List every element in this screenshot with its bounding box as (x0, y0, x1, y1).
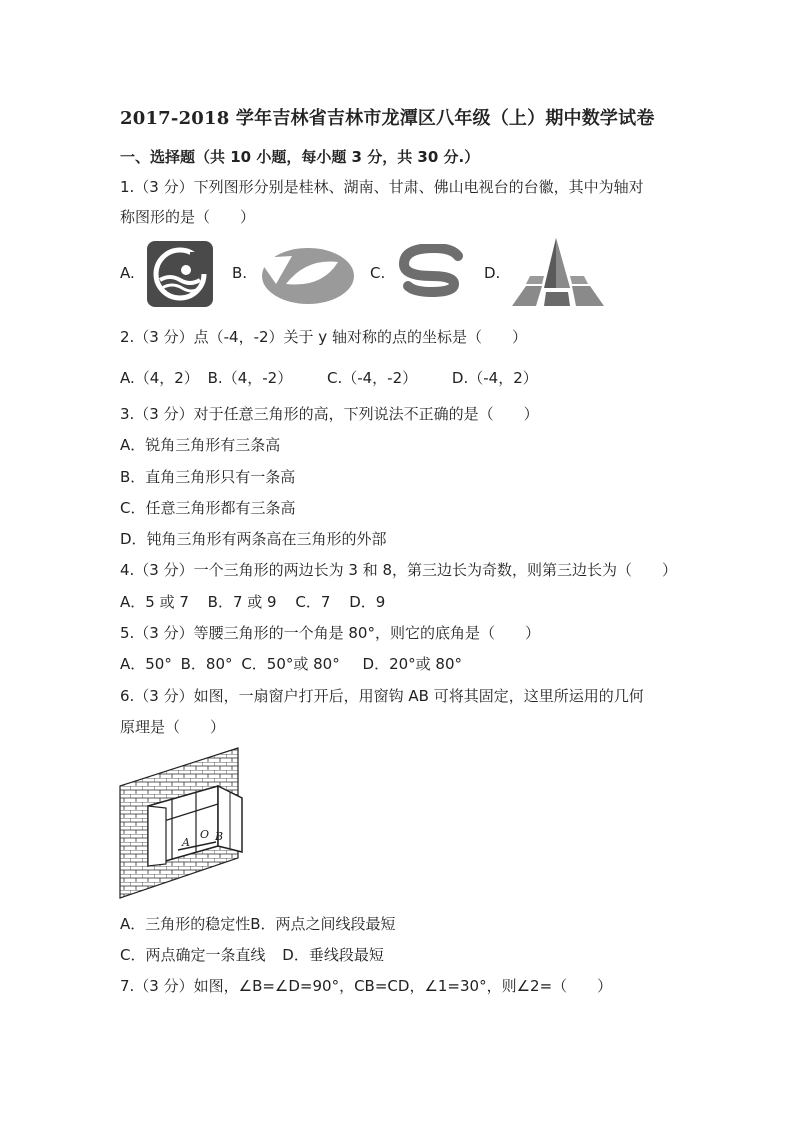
question-6-stem-line1: 6.（3 分）如图，一扇窗户打开后，用窗钩 AB 可将其固定，这里所运用的几何 (120, 687, 644, 705)
q1-option-d-label: D. (484, 264, 501, 282)
question-2-stem: 2.（3 分）点（-4，-2）关于 y 轴对称的点的坐标是（ ） (120, 328, 527, 346)
question-7-stem: 7.（3 分）如图，∠B=∠D=90°，CB=CD，∠1=30°，则∠2=（ ） (120, 977, 613, 995)
q5-option-b: B．80° (180, 655, 233, 673)
question-5-options (120, 654, 462, 674)
guilin-tv-logo-icon (146, 240, 214, 308)
q5-option-a: A．50° (120, 655, 172, 673)
q3-option-d: D．钝角三角形有两条高在三角形的外部 (120, 530, 387, 548)
question-1-stem-line1: 1.（3 分）下列图形分别是桂林、湖南、甘肃、佛山电视台的台徽，其中为轴对 (120, 178, 644, 196)
q3-option-a: A．锐角三角形有三条高 (120, 436, 281, 454)
question-6-options-row1 (120, 914, 396, 934)
q4-option-b: B．7 或 9 (207, 593, 277, 611)
q2-option-b: B.（4，-2） (207, 369, 293, 387)
figure-label-o: O (200, 828, 210, 841)
q6-option-b: B．两点之间线段最短 (250, 915, 396, 933)
section-heading: 一、选择题（共 10 小题，每小题 3 分，共 30 分.） (120, 148, 480, 166)
question-6-stem-line2: 原理是（ ） (120, 718, 226, 736)
figure-label-a: A (182, 836, 190, 849)
q1-option-c-label: C. (370, 264, 386, 282)
q4-option-a: A．5 或 7 (120, 593, 189, 611)
q6-option-d: D．垂线段最短 (282, 946, 384, 964)
hunan-tv-logo-icon (256, 244, 356, 306)
question-3-stem: 3.（3 分）对于任意三角形的高，下列说法不正确的是（ ） (120, 405, 539, 423)
foshan-tv-logo-icon (510, 236, 606, 308)
window-hook-figure (118, 746, 248, 900)
q2-option-c: C.（-4，-2） (326, 369, 418, 387)
q1-option-b-label: B. (232, 264, 248, 282)
q6-option-a: A．三角形的稳定性 (120, 915, 251, 933)
question-6-options-row2 (120, 945, 384, 965)
q3-option-c: C．任意三角形都有三条高 (120, 499, 296, 517)
gansu-tv-logo-icon (396, 244, 470, 304)
question-5-stem: 5.（3 分）等腰三角形的一个角是 80°，则它的底角是（ ） (120, 624, 540, 642)
q1-option-a-label: A. (120, 264, 135, 282)
q5-option-d: D．20°或 80° (362, 655, 463, 673)
question-1-stem-line2: 称图形的是（ ） (120, 208, 256, 226)
q6-option-c: C．两点确定一条直线 (120, 946, 266, 964)
q4-option-c: C．7 (295, 593, 331, 611)
q3-option-b: B．直角三角形只有一条高 (120, 468, 296, 486)
question-4-stem: 4.（3 分）一个三角形的两边长为 3 和 8，第三边长为奇数，则第三边长为（ ） (120, 561, 678, 579)
q2-option-a: A.（4，2） (120, 369, 199, 387)
q4-option-d: D．9 (349, 593, 386, 611)
question-2-options (120, 368, 538, 388)
q5-option-c: C．50°或 80° (241, 655, 340, 673)
figure-label-b: B (215, 830, 224, 843)
page-title: 2017-2018 学年吉林省吉林市龙潭区八年级（上）期中数学试卷 (120, 108, 655, 129)
question-4-options (120, 592, 385, 612)
q2-option-d: D.（-4，2） (451, 369, 538, 387)
